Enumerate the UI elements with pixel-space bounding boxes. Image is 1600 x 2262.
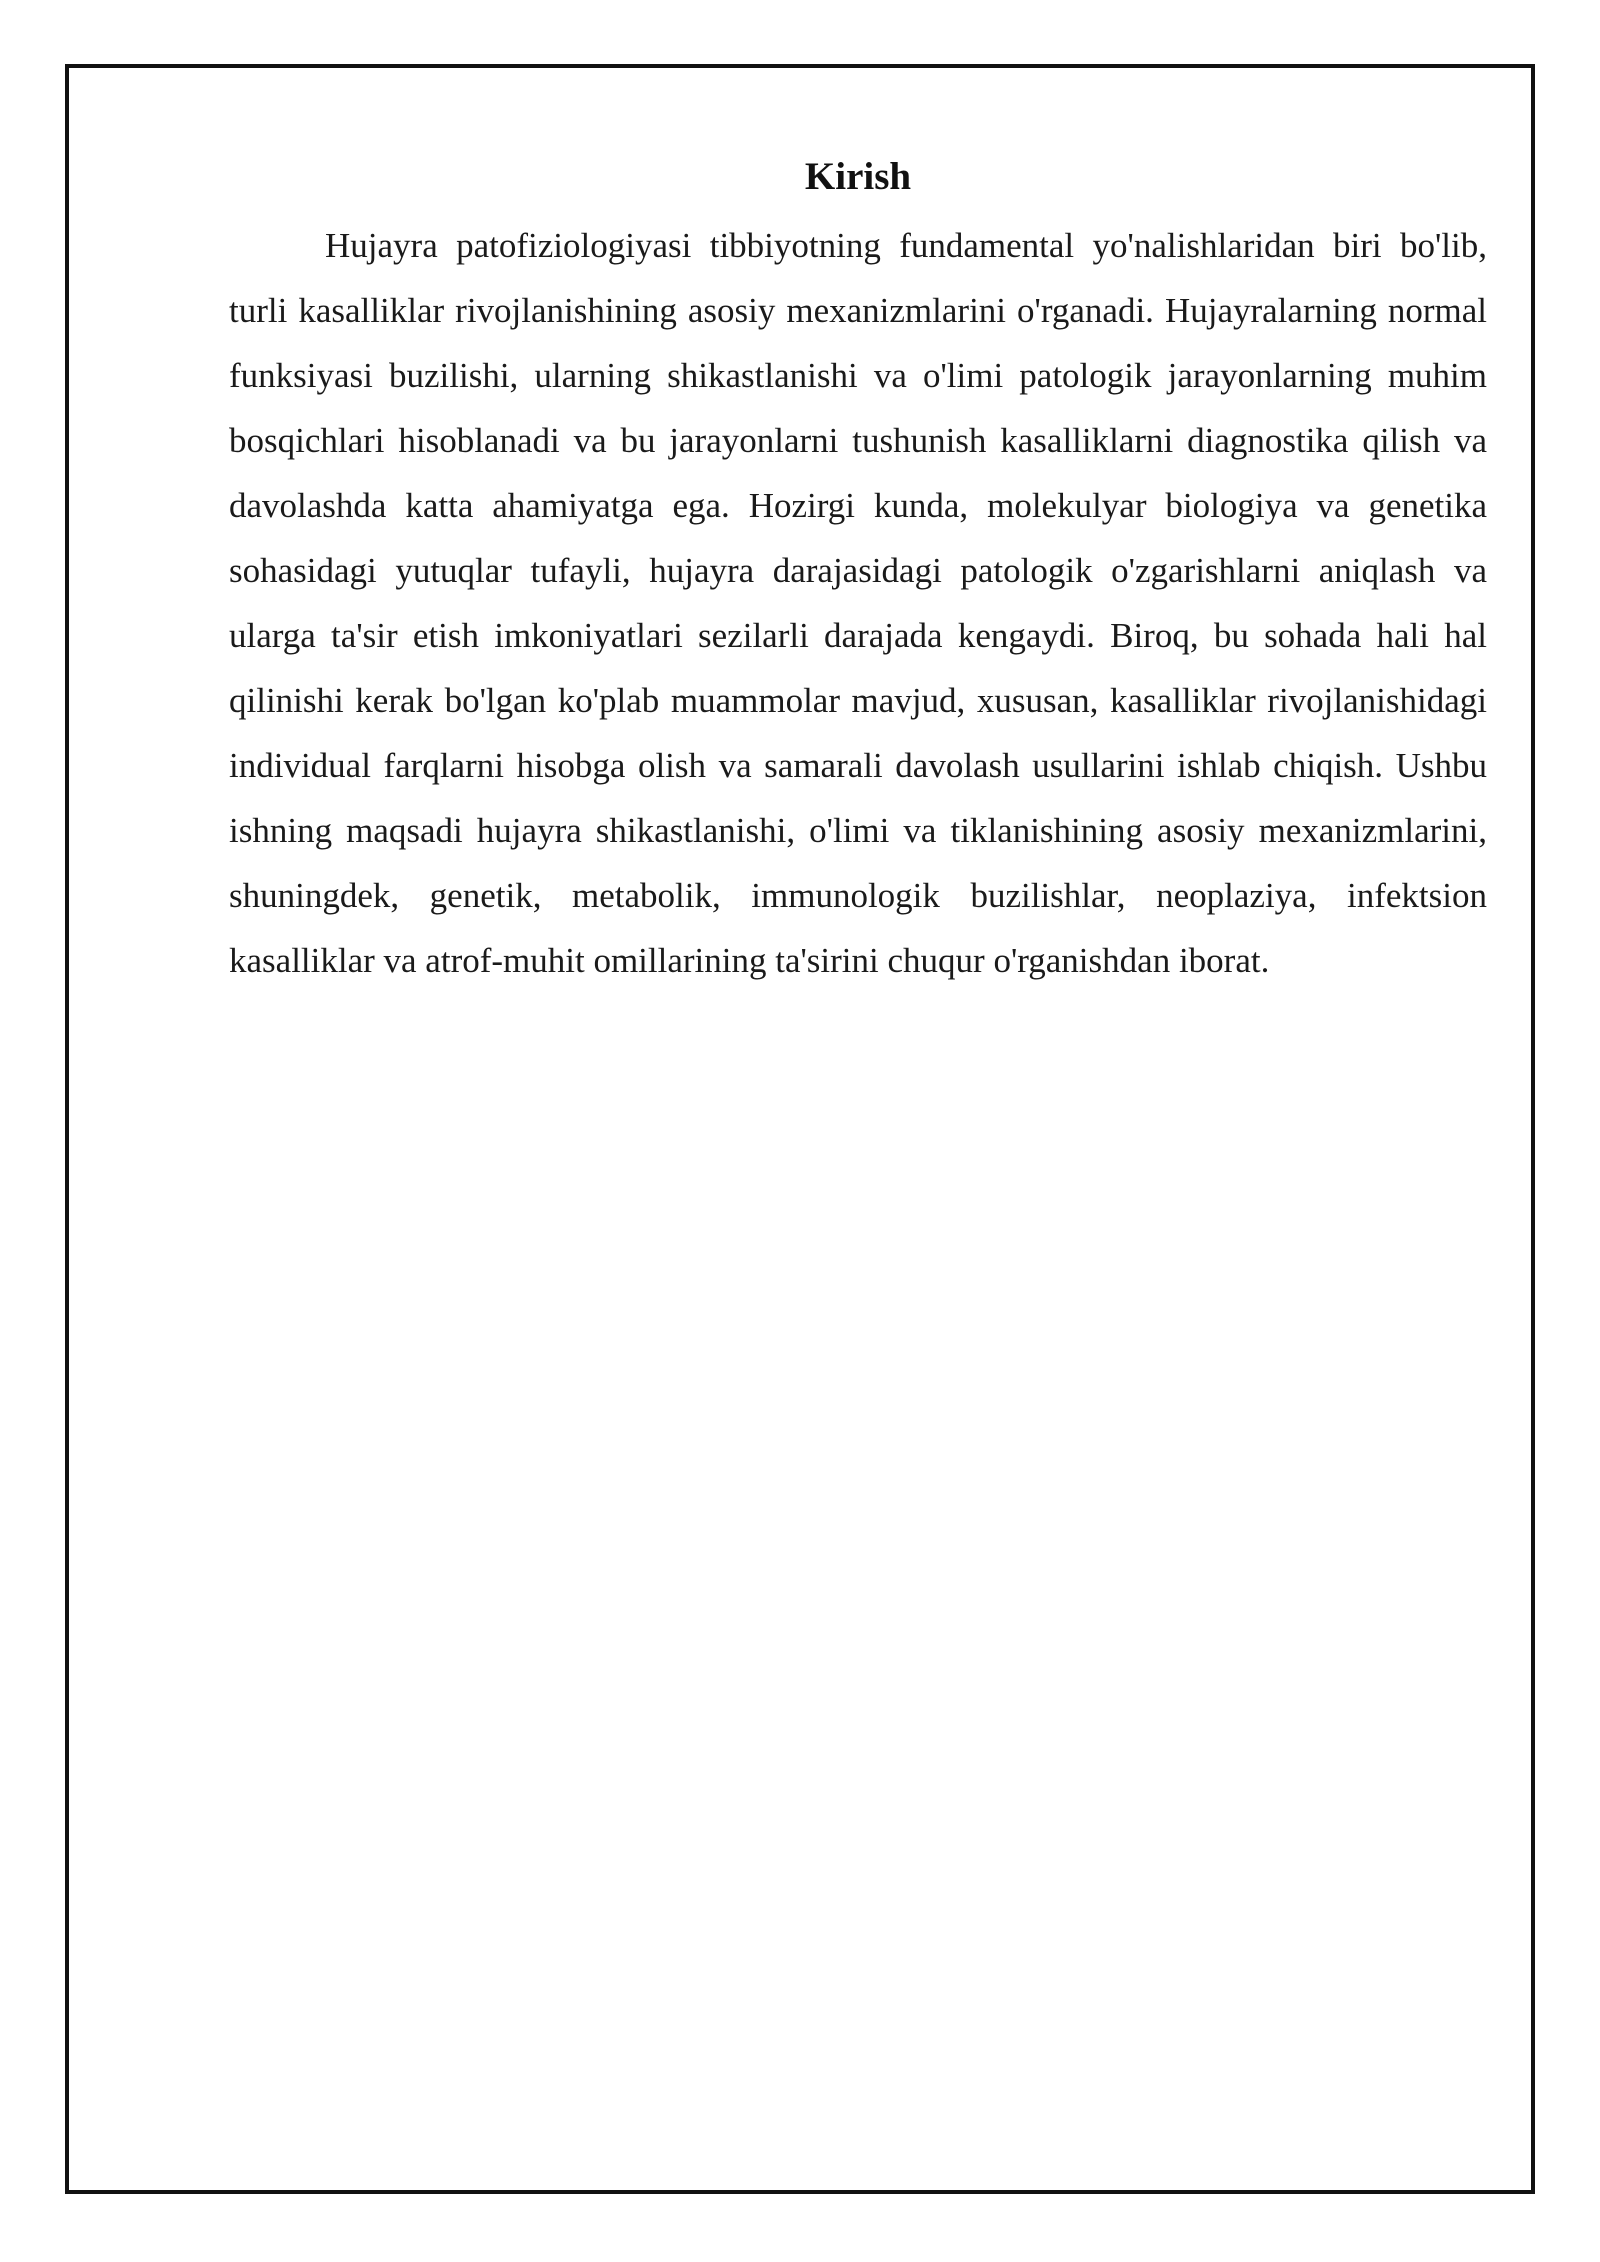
intro-paragraph: Hujayra patofiziologiyasi tibbiyotning fundamental yo'nalishlaridan biri bo'lib, turli kasalliklar rivojlanishining asosiy mexanizmlarini o'rganadi. Hujayralarning normal funksiyasi buzilishi, ularning shikastlanishi va o'limi patologik jarayonlarning muhim bosqichlari hisoblanadi va bu jarayonlarni tushunish kasalliklarni diagnostika qilish va davolashda katta ahamiyatga ega. Hozirgi kunda, molekulyar biologiya va genetika sohasidagi yutuqlar tufayli, hujayra darajasidagi patologik o'zgarishlarni aniqlash va ularga ta'sir etish imkoniyatlari sezilarli darajada kengaydi. Biroq, bu sohada hali hal qilinishi kerak bo'lgan ko'plab muammolar mavjud, xususan, kasalliklar rivojlanishidagi individual farqlarni hisobga olish va samarali davolash usullarini ishlab chiqish. Ushbu ishning maqsadi hujayra shikastlanishi, o'limi va tiklanishining asosiy mexanizmlarini, shuningdek, genetik, metabolik, immunologik buzilishlar, neoplaziya, infektsion kasalliklar va atrof-muhit omillarining ta'sirini chuqur o'rganishdan iborat. (229, 226, 1487, 980)
document-body (229, 150, 1487, 993)
section-title: Kirish (804, 155, 912, 198)
